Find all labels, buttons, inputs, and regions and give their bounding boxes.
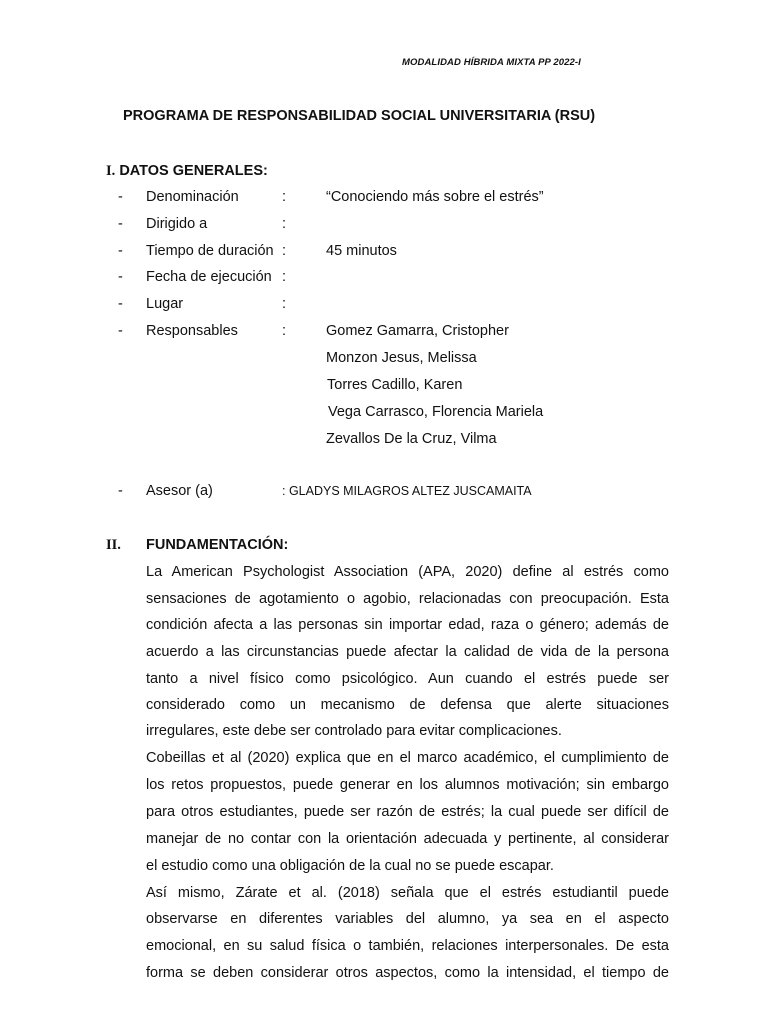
paragraph-line: tanto a nivel físico como psicológico. Aun cuando el estrés puede ser [146, 671, 669, 687]
field-row-asesor [0, 483, 768, 503]
responsable-name: Monzon Jesus, Melissa [326, 350, 477, 366]
bullet-dash: - [118, 189, 123, 205]
field-row-denominacion [0, 189, 768, 209]
field-row-fecha [0, 269, 768, 289]
field-label: Tiempo de duración [146, 243, 274, 259]
field-row-dirigido [0, 216, 768, 236]
field-colon: : [282, 243, 287, 259]
responsable-name: Torres Cadillo, Karen [327, 377, 463, 393]
field-label: Responsables [146, 323, 238, 339]
section-1-title: DATOS GENERALES: [119, 163, 268, 179]
bullet-dash: - [118, 216, 123, 232]
field-row-tiempo [0, 243, 768, 263]
paragraph-line: acuerdo a las circunstancias puede afectar la calidad de vida de la persona [146, 644, 669, 660]
paragraph-line: sensaciones de agotamiento o agobio, relacionadas con preocupación. Esta [146, 591, 669, 607]
paragraph-line: condición afecta a las personas sin importar edad, raza o género; además de [146, 617, 669, 633]
advisor-value: : GLADYS MILAGROS ALTEZ JUSCAMAITA [282, 484, 532, 498]
field-label: Asesor (a) [146, 483, 213, 499]
field-colon: : [282, 189, 287, 205]
modality-note: MODALIDAD HÍBRIDA MIXTA PP 2022-I [402, 57, 581, 68]
responsable-name: Vega Carrasco, Florencia Mariela [328, 404, 544, 420]
field-label: Denominación [146, 189, 239, 205]
paragraph-line: manejar de no contar con la orientación adecuada y pertinente, al considerar [146, 831, 669, 847]
section-2-heading [106, 537, 306, 554]
paragraph-line: Cobeillas et al (2020) explica que en el marco académico, el cumplimiento de [146, 750, 669, 766]
bullet-dash: - [118, 323, 123, 339]
section-1-numeral: I. [106, 163, 116, 179]
field-value: 45 minutos [326, 243, 397, 259]
field-label: Lugar [146, 296, 184, 312]
field-row-lugar [0, 296, 768, 316]
paragraph-line: el estudio como una obligación de la cual no se puede escapar. [146, 858, 554, 874]
bullet-dash: - [118, 483, 123, 499]
field-label: Fecha de ejecución [146, 269, 272, 285]
paragraph-line: para otros estudiantes, puede ser razón de estrés; la cual puede ser difícil de [146, 804, 669, 820]
section-2-numeral: II. [106, 537, 121, 553]
responsable-name: Zevallos De la Cruz, Vilma [326, 431, 497, 447]
field-colon: : [282, 269, 287, 285]
paragraph-line: forma se deben considerar otros aspectos, como la intensidad, el tiempo de [146, 965, 669, 981]
field-row-responsables [0, 323, 768, 343]
page-title: PROGRAMA DE RESPONSABILIDAD SOCIAL UNIVERSITARIA (RSU) [123, 108, 596, 124]
paragraph-line: considerado como un mecanismo de defensa que alerte situaciones [146, 697, 669, 713]
bullet-dash: - [118, 243, 123, 259]
paragraph-line: los retos propuestos, puede generar en los alumnos motivación; sin embargo [146, 777, 669, 793]
paragraph-line: emocional, en su salud física o también, relaciones interpersonales. De esta [146, 938, 669, 954]
field-colon: : [282, 323, 287, 339]
field-value: “Conociendo más sobre el estrés” [326, 189, 544, 205]
field-colon: : [282, 216, 287, 232]
paragraph-line: irregulares, este debe ser controlado para evitar complicaciones. [146, 723, 562, 739]
paragraph-line: observarse en diferentes variables del alumno, ya sea en el aspecto [146, 911, 669, 927]
bullet-dash: - [118, 296, 123, 312]
paragraph-line: Así mismo, Zárate et al. (2018) señala que el estrés estudiantil puede [146, 885, 669, 901]
field-colon: : [282, 296, 287, 312]
field-value: Gomez Gamarra, Cristopher [326, 323, 509, 339]
section-2-title: FUNDAMENTACIÓN: [146, 537, 289, 553]
paragraph-line: La American Psychologist Association (APA, 2020) define al estrés como [146, 564, 669, 580]
section-1-heading [106, 163, 268, 180]
field-label: Dirigido a [146, 216, 208, 232]
bullet-dash: - [118, 269, 123, 285]
